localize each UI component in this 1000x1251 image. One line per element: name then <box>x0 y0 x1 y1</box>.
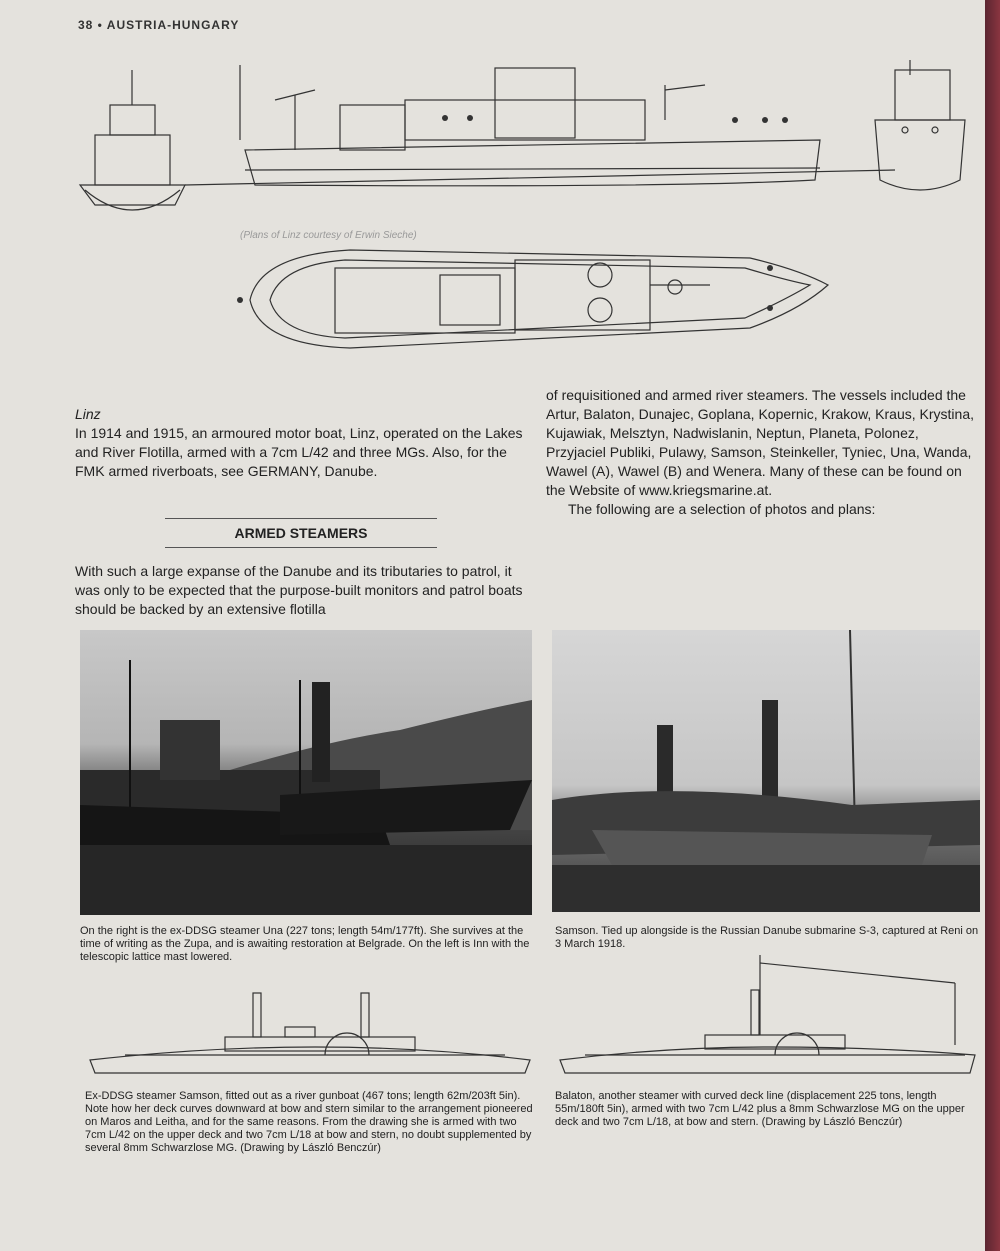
samson-photo <box>552 630 980 912</box>
steamers-intro-paragraph: With such a large expanse of the Danube and its tributaries to patrol, it was only to be expected that the purpose-built monitors and patrol boats should be backed by an extensive flotilla <box>75 563 523 617</box>
linz-paragraph: In 1914 and 1915, an armoured motor boat, Linz, operated on the Lakes and River Flotilla, armed with a 7cm L/42 and three MGs. Also, for the FMK armed riverboats, see GERMANY, Danube. <box>75 425 523 479</box>
linz-section <box>75 405 530 481</box>
plans-credit: (Plans of Linz courtesy of Erwin Sieche) <box>240 230 417 241</box>
samson-profile-drawing <box>85 985 535 1080</box>
balaton-profile-drawing <box>555 955 980 1080</box>
heading-rule-bottom <box>165 547 437 548</box>
una-photo <box>80 630 532 915</box>
book-edge <box>985 0 1000 1251</box>
una-photo-scene <box>80 630 532 915</box>
linz-plans-drawing <box>75 60 975 235</box>
section-heading-block <box>165 518 437 548</box>
samson-photo-scene <box>552 630 980 912</box>
balaton-caption: Balaton, another steamer with curved deck line (displacement 225 tons, length 55m/180ft 5in), armed with two 7cm L/42 plus a 8mm Schwarzlose MG on the upper deck and two 7cm L/18, at bow and stern. (Drawing by László Benczúr) <box>555 1090 965 1128</box>
selection-paragraph: The following are a selection of photos and plans: <box>568 501 876 517</box>
linz-deck-plan-drawing <box>230 240 830 360</box>
section-heading: ARMED STEAMERS <box>234 525 368 541</box>
right-column <box>546 386 978 519</box>
linz-title: Linz <box>75 406 101 422</box>
samson-drawing-caption: Ex-DDSG steamer Samson, fitted out as a river gunboat (467 tons; length 62m/203ft 5in). Note how her deck curves downward at bow and stern similar to the arrangement pioneered on Maros and Leitha, and for the same reasons. From the drawing she is armed with two 7cm L/42 on the upper deck and two 7cm L/18 at bow and stern, no doubt supplemented by several 8mm Schwarzlose MG. (Drawing by László Benczúr) <box>85 1090 533 1154</box>
una-caption: On the right is the ex-DDSG steamer Una (227 tons; length 54m/177ft). She survives at the time of writing as the Zupa, and is awaiting restoration at Belgrade. On the left is Inn with the telescopic lattice mast lowered. <box>80 925 530 963</box>
samson-photo-caption: Samson. Tied up alongside is the Russian Danube submarine S-3, captured at Reni on 3 March 1918. <box>555 925 979 950</box>
vessel-list-paragraph: of requisitioned and armed river steamers. The vessels included the Artur, Balaton, Dunajec, Goplana, Kopernic, Krakow, Kraus, Krystina, Kujawiak, Melsztyn, Nadwislanin, Neptun, Planeta, Polonez, Przyjaciel Publiki, Pulawy, Samson, Steinkeller, Tyniec, Una, Wanda, Wawel (A), Wawel (B) and Wenera. Many of these can be found on the Website of www.kriegsmarine.at. <box>546 387 974 498</box>
running-header: 38 • AUSTRIA-HUNGARY <box>78 18 240 32</box>
